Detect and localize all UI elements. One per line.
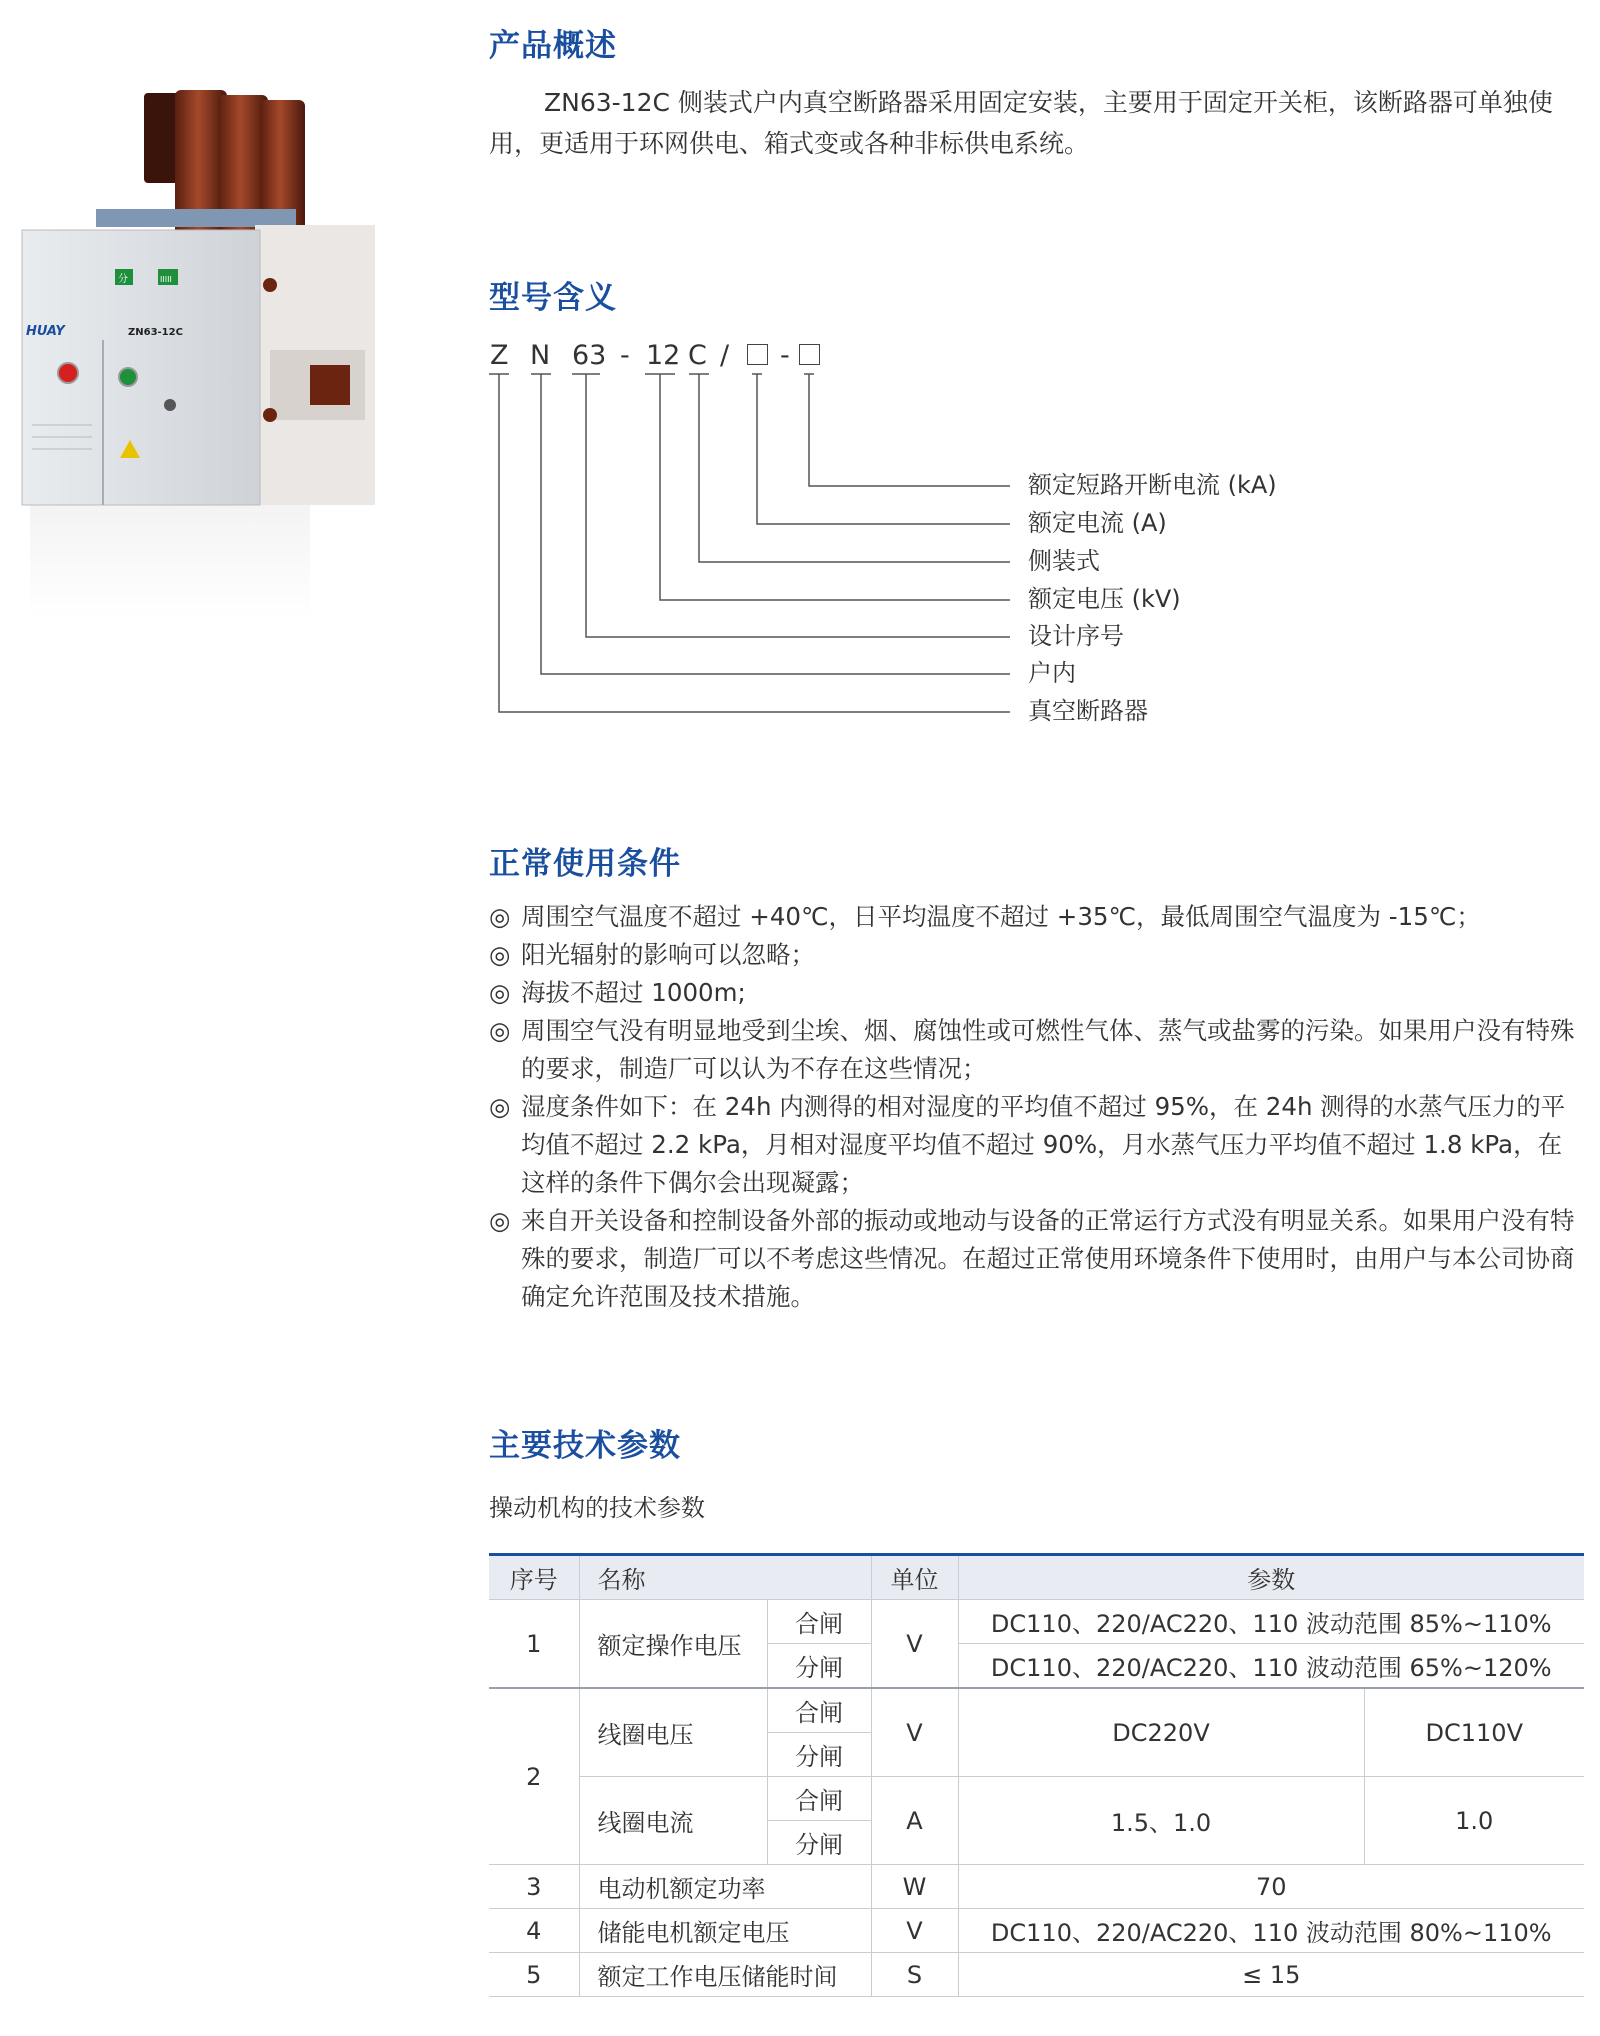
code-n: N — [530, 340, 551, 371]
table-row: 5 额定工作电压储能时间 S ≤ 15 — [489, 1953, 1584, 1997]
table-row: 分闸 DC110、220/AC220、110 波动范围 65%~120% — [489, 1644, 1584, 1689]
meaning-breaking-current: 额定短路开断电流 (kA) — [1028, 471, 1277, 499]
conditions-heading: 正常使用条件 — [489, 846, 681, 882]
code-z: Z — [490, 340, 509, 371]
conditions-list — [489, 898, 1584, 1316]
meaning-indoor: 户内 — [1028, 659, 1076, 687]
meaning-rated-voltage: 额定电压 (kV) — [1028, 585, 1181, 613]
code-dash-2: - — [780, 340, 790, 371]
overview-heading: 产品概述 — [489, 28, 617, 64]
tech-subtitle: 操动机构的技术参数 — [489, 1494, 705, 1522]
meaning-rated-current: 额定电流 (A) — [1028, 509, 1167, 537]
bullet-icon: ◎ — [489, 1016, 511, 1045]
code-12: 12 — [646, 340, 681, 371]
code-63: 63 — [572, 340, 607, 371]
table-row: 线圈电流 合闸 A 1.5、1.0 1.0 — [489, 1777, 1584, 1821]
bullet-icon: ◎ — [489, 978, 511, 1007]
meaning-design-serial: 设计序号 — [1028, 622, 1124, 650]
list-item: ◎ 周围空气温度不超过 +40℃，日平均温度不超过 +35℃，最低周围空气温度为 -15℃； — [489, 898, 1584, 936]
table-row: 2 线圈电压 合闸 V DC220V DC110V — [489, 1688, 1584, 1733]
model-connector-lines — [0, 0, 1600, 760]
list-item: ◎ 阳光辐射的影响可以忽略； — [489, 936, 1584, 974]
spring-indicator: IIIII — [160, 275, 172, 284]
table-header-row — [489, 1555, 1584, 1600]
header-no: 序号 — [489, 1555, 579, 1600]
bullet-icon: ◎ — [489, 1206, 511, 1235]
header-param: 参数 — [958, 1555, 1584, 1600]
list-item: ◎ 来自开关设备和控制设备外部的振动或地动与设备的正常运行方式没有明显关系。如果用户没有特殊的要求，制造厂可以不考虑这些情况。在超过正常使用环境条件下使用时，由用户与本公司协商确定允许范围及技术措施。 — [489, 1202, 1584, 1316]
bullet-icon: ◎ — [489, 902, 511, 931]
overview-text: ZN63-12C 侧装式户内真空断路器采用固定安装，主要用于固定开关柜，该断路器可单独使用，更适用于环网供电、箱式变或各种非标供电系统。 — [489, 88, 1553, 158]
table-row: 4 储能电机额定电压 V DC110、220/AC220、110 波动范围 80%~110% — [489, 1909, 1584, 1953]
model-meaning-heading: 型号含义 — [489, 280, 617, 316]
table-row: 1 额定操作电压 合闸 V DC110、220/AC220、110 波动范围 85%~110% — [489, 1600, 1584, 1644]
list-item: ◎ 湿度条件如下：在 24h 内测得的相对湿度的平均值不超过 95%，在 24h 测得的水蒸气压力的平均值不超过 2.2 kPa，月相对湿度平均值不超过 90%，月水蒸气压力平均值不超过 1.8 kPa，在这样的条件下偶尔会出现凝露； — [489, 1088, 1584, 1202]
list-item: ◎ 周围空气没有明显地受到尘埃、烟、腐蚀性或可燃性气体、蒸气或盐雾的污染。如果用户没有特殊的要求，制造厂可以认为不存在这些情况； — [489, 1012, 1584, 1088]
meaning-side-mounted: 侧装式 — [1028, 547, 1100, 575]
tech-params-table — [489, 1553, 1584, 1997]
bullet-icon: ◎ — [489, 940, 511, 969]
code-slash: / — [720, 340, 730, 371]
list-item: ◎ 海拔不超过 1000m; — [489, 974, 1584, 1012]
code-dash: - — [620, 340, 630, 371]
header-unit: 单位 — [871, 1555, 958, 1600]
code-c: C — [688, 340, 707, 371]
table-row: 分闸 — [489, 1733, 1584, 1777]
meaning-vacuum-breaker: 真空断路器 — [1028, 697, 1148, 725]
table-row: 分闸 — [489, 1821, 1584, 1865]
brand-logo: HUAY — [26, 324, 65, 339]
panel-model: ZN63-12C — [128, 327, 183, 338]
header-name: 名称 — [579, 1555, 871, 1600]
table-row: 3 电动机额定功率 W 70 — [489, 1865, 1584, 1909]
open-indicator: 分 — [118, 274, 128, 285]
bullet-icon: ◎ — [489, 1092, 511, 1121]
tech-heading: 主要技术参数 — [489, 1428, 681, 1464]
